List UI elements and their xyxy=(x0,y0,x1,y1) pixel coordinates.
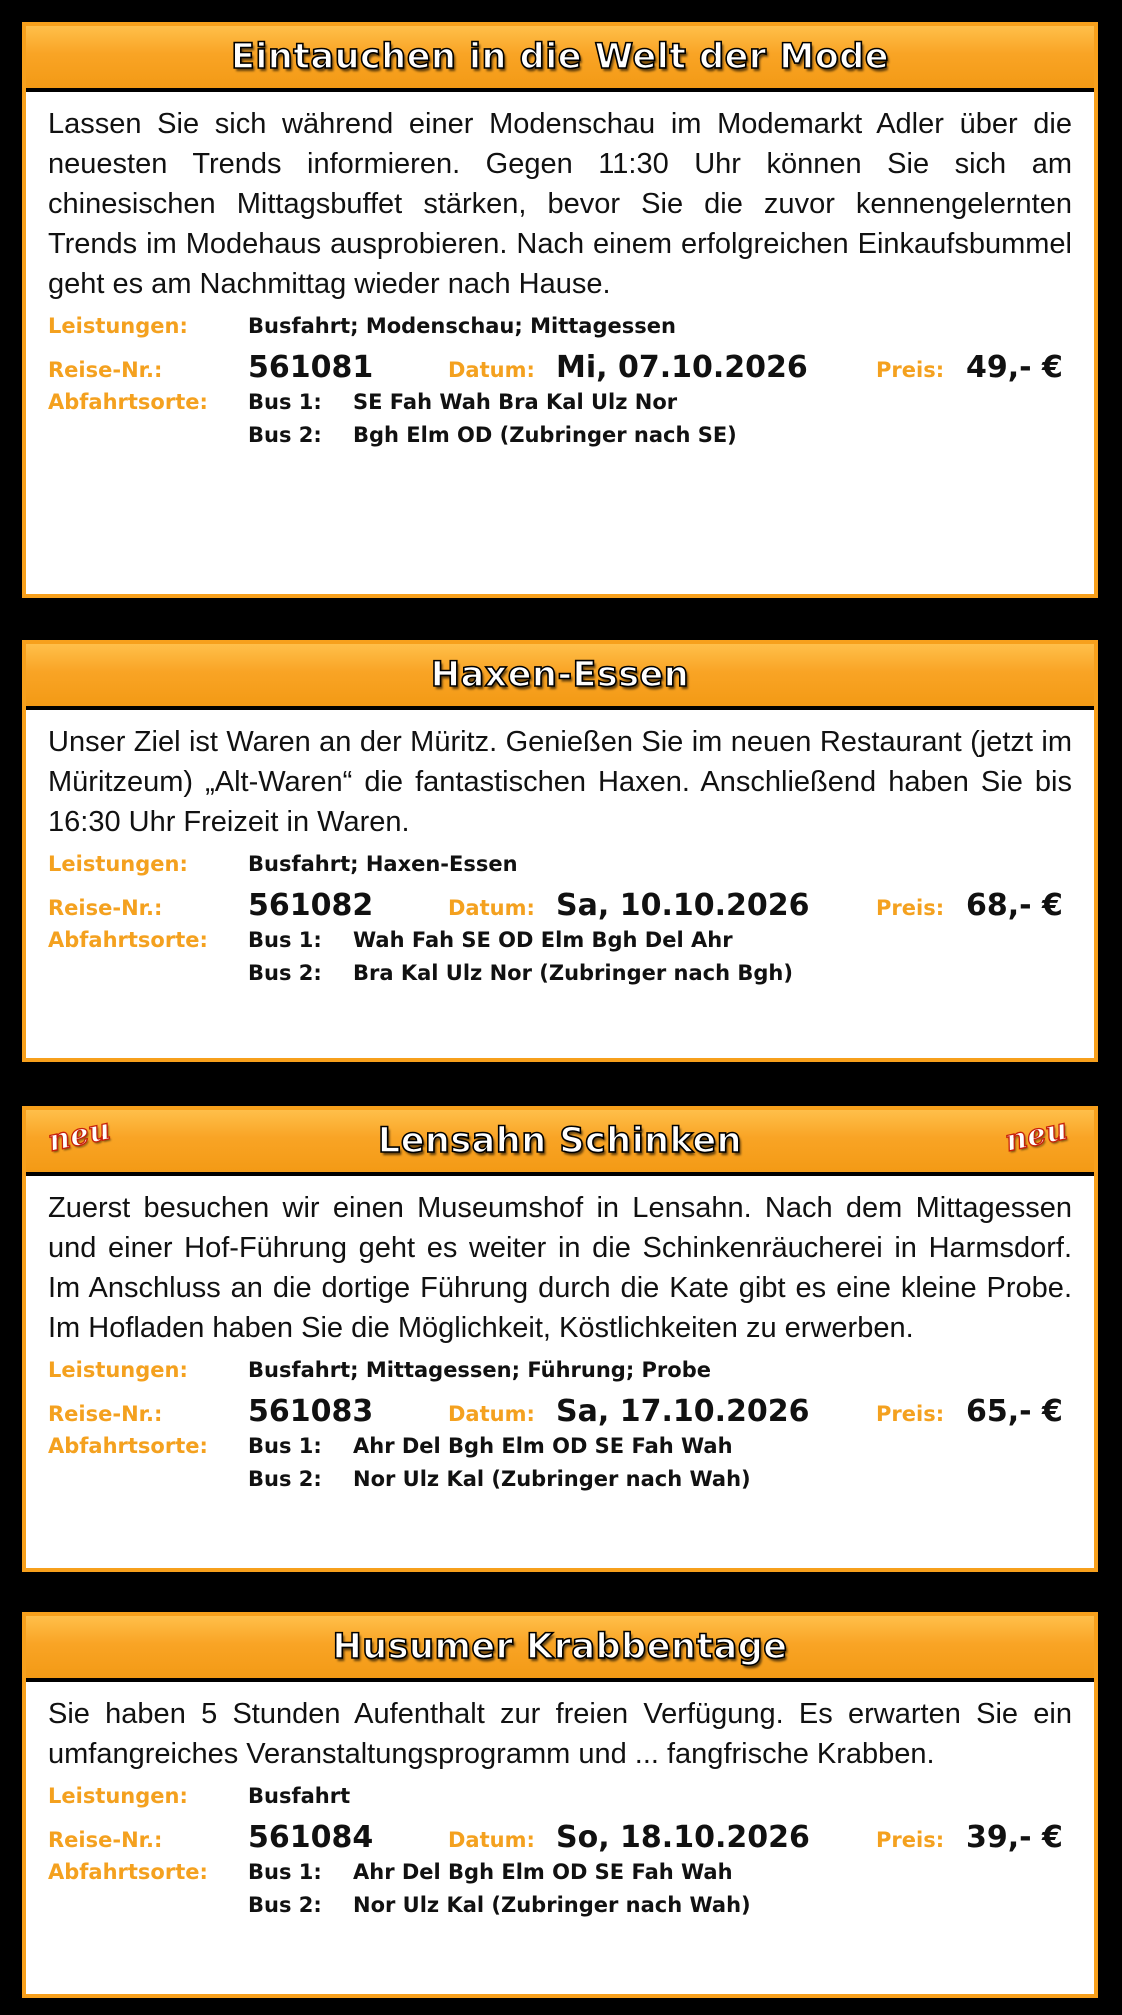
abfahrtsorte-label: Abfahrtsorte: xyxy=(48,390,208,414)
preis-value: 49,- € xyxy=(966,350,1063,385)
datum-value: Mi, 07.10.2026 xyxy=(556,350,808,385)
leistungen-value: Busfahrt; Haxen-Essen xyxy=(248,852,518,876)
preis-value: 39,- € xyxy=(966,1820,1063,1855)
leistungen-label: Leistungen: xyxy=(48,314,188,338)
datum-label: Datum: xyxy=(448,896,535,920)
trip-header xyxy=(26,1616,1094,1682)
trip-header xyxy=(26,26,1094,92)
bus2-value: Bra Kal Ulz Nor (Zubringer nach Bgh) xyxy=(353,961,793,985)
reise-row xyxy=(48,350,1072,390)
neu-badge-right: neu xyxy=(1002,1111,1071,1160)
bus1-row xyxy=(48,1434,1072,1467)
reise-nr-value: 561081 xyxy=(248,350,374,385)
trip-title: Husumer Krabbentage xyxy=(332,1627,788,1667)
bus1-row xyxy=(48,928,1072,961)
reise-nr-value: 561083 xyxy=(248,1394,374,1429)
trip-title: Haxen-Essen xyxy=(430,655,690,695)
bus1-row xyxy=(48,390,1072,423)
bus1-value: SE Fah Wah Bra Kal Ulz Nor xyxy=(353,390,678,414)
reise-nr-value: 561082 xyxy=(248,888,374,923)
bus1-label: Bus 1: xyxy=(248,390,322,414)
datum-value: Sa, 10.10.2026 xyxy=(556,888,810,923)
trip-description: Lassen Sie sich während einer Modenschau im Modemarkt Adler über die neuesten Trends informieren. Gegen 11:30 Uhr können Sie sich am chinesischen Mittagsbuffet stärken, bevor Sie die zuvor kennengelernten Trends im Modehaus ausprobieren. Nach einem erfolgreichen Einkaufsbummel geht es am Nachmittag wieder nach Hause. xyxy=(48,108,1072,300)
trip-header xyxy=(26,644,1094,710)
leistungen-row xyxy=(48,852,1072,888)
leistungen-row xyxy=(48,314,1072,350)
reise-nr-label: Reise-Nr.: xyxy=(48,1402,163,1426)
bus2-row xyxy=(48,1467,1072,1500)
bus1-label: Bus 1: xyxy=(248,1860,322,1884)
leistungen-value: Busfahrt xyxy=(248,1784,351,1808)
leistungen-row xyxy=(48,1784,1072,1820)
preis-value: 68,- € xyxy=(966,888,1063,923)
reise-nr-value: 561084 xyxy=(248,1820,374,1855)
datum-value: So, 18.10.2026 xyxy=(556,1820,810,1855)
bus2-label: Bus 2: xyxy=(248,1893,322,1917)
trip-card-mode xyxy=(22,22,1098,598)
preis-value: 65,- € xyxy=(966,1394,1063,1429)
trip-description: Zuerst besuchen wir einen Museumshof in Lensahn. Nach dem Mittagessen und einer Hof-Führung geht es weiter in die Schinkenräucherei in Harmsdorf. Im Anschluss an die dortige Führung durch die Kate gibt es eine kleine Probe. Im Hofladen haben Sie die Möglichkeit, Köstlichkeiten zu erwerben. xyxy=(48,1192,1072,1344)
bus2-value: Nor Ulz Kal (Zubringer nach Wah) xyxy=(353,1467,751,1491)
preis-label: Preis: xyxy=(876,896,945,920)
reise-nr-label: Reise-Nr.: xyxy=(48,896,163,920)
leistungen-value: Busfahrt; Mittagessen; Führung; Probe xyxy=(248,1358,711,1382)
leistungen-row xyxy=(48,1358,1072,1394)
datum-label: Datum: xyxy=(448,1402,535,1426)
bus1-value: Wah Fah SE OD Elm Bgh Del Ahr xyxy=(353,928,733,952)
bus1-value: Ahr Del Bgh Elm OD SE Fah Wah xyxy=(353,1860,733,1884)
trip-description: Unser Ziel ist Waren an der Müritz. Genießen Sie im neuen Restaurant (jetzt im Müritzeum) „Alt-Waren“ die fantastischen Haxen. Anschließend haben Sie bis 16:30 Uhr Freizeit in Waren. xyxy=(48,726,1072,838)
trip-body xyxy=(26,92,1094,474)
bus2-row xyxy=(48,961,1072,994)
bus2-row xyxy=(48,423,1072,456)
preis-label: Preis: xyxy=(876,1402,945,1426)
bus2-value: Nor Ulz Kal (Zubringer nach Wah) xyxy=(353,1893,751,1917)
bus2-label: Bus 2: xyxy=(248,1467,322,1491)
bus1-row xyxy=(48,1860,1072,1893)
preis-label: Preis: xyxy=(876,358,945,382)
trip-title: Eintauchen in die Welt der Mode xyxy=(230,37,890,77)
bus2-label: Bus 2: xyxy=(248,423,322,447)
trip-card-husum xyxy=(22,1612,1098,1998)
trip-card-lensahn xyxy=(22,1106,1098,1572)
bus2-value: Bgh Elm OD (Zubringer nach SE) xyxy=(353,423,737,447)
abfahrtsorte-label: Abfahrtsorte: xyxy=(48,928,208,952)
bus1-label: Bus 1: xyxy=(248,1434,322,1458)
neu-badge-left: neu xyxy=(45,1111,114,1160)
leistungen-value: Busfahrt; Modenschau; Mittagessen xyxy=(248,314,676,338)
trip-title: Lensahn Schinken xyxy=(377,1121,743,1161)
trip-body xyxy=(26,1682,1094,1944)
datum-label: Datum: xyxy=(448,358,535,382)
trip-description: Sie haben 5 Stunden Aufenthalt zur freien Verfügung. Es erwarten Sie ein umfangreiches Veranstaltungsprogramm und ... fangfrische Krabben. xyxy=(48,1698,1072,1770)
reise-nr-label: Reise-Nr.: xyxy=(48,358,163,382)
leistungen-label: Leistungen: xyxy=(48,1358,188,1382)
abfahrtsorte-label: Abfahrtsorte: xyxy=(48,1860,208,1884)
trip-card-haxen xyxy=(22,640,1098,1062)
leistungen-label: Leistungen: xyxy=(48,852,188,876)
bus1-value: Ahr Del Bgh Elm OD SE Fah Wah xyxy=(353,1434,733,1458)
abfahrtsorte-label: Abfahrtsorte: xyxy=(48,1434,208,1458)
bus2-row xyxy=(48,1893,1072,1926)
datum-value: Sa, 17.10.2026 xyxy=(556,1394,810,1429)
datum-label: Datum: xyxy=(448,1828,535,1852)
reise-row xyxy=(48,1820,1072,1860)
trip-body xyxy=(26,710,1094,1012)
reise-row xyxy=(48,888,1072,928)
leistungen-label: Leistungen: xyxy=(48,1784,188,1808)
trip-header xyxy=(26,1110,1094,1176)
reise-nr-label: Reise-Nr.: xyxy=(48,1828,163,1852)
trip-body xyxy=(26,1176,1094,1518)
bus1-label: Bus 1: xyxy=(248,928,322,952)
preis-label: Preis: xyxy=(876,1828,945,1852)
reise-row xyxy=(48,1394,1072,1434)
bus2-label: Bus 2: xyxy=(248,961,322,985)
